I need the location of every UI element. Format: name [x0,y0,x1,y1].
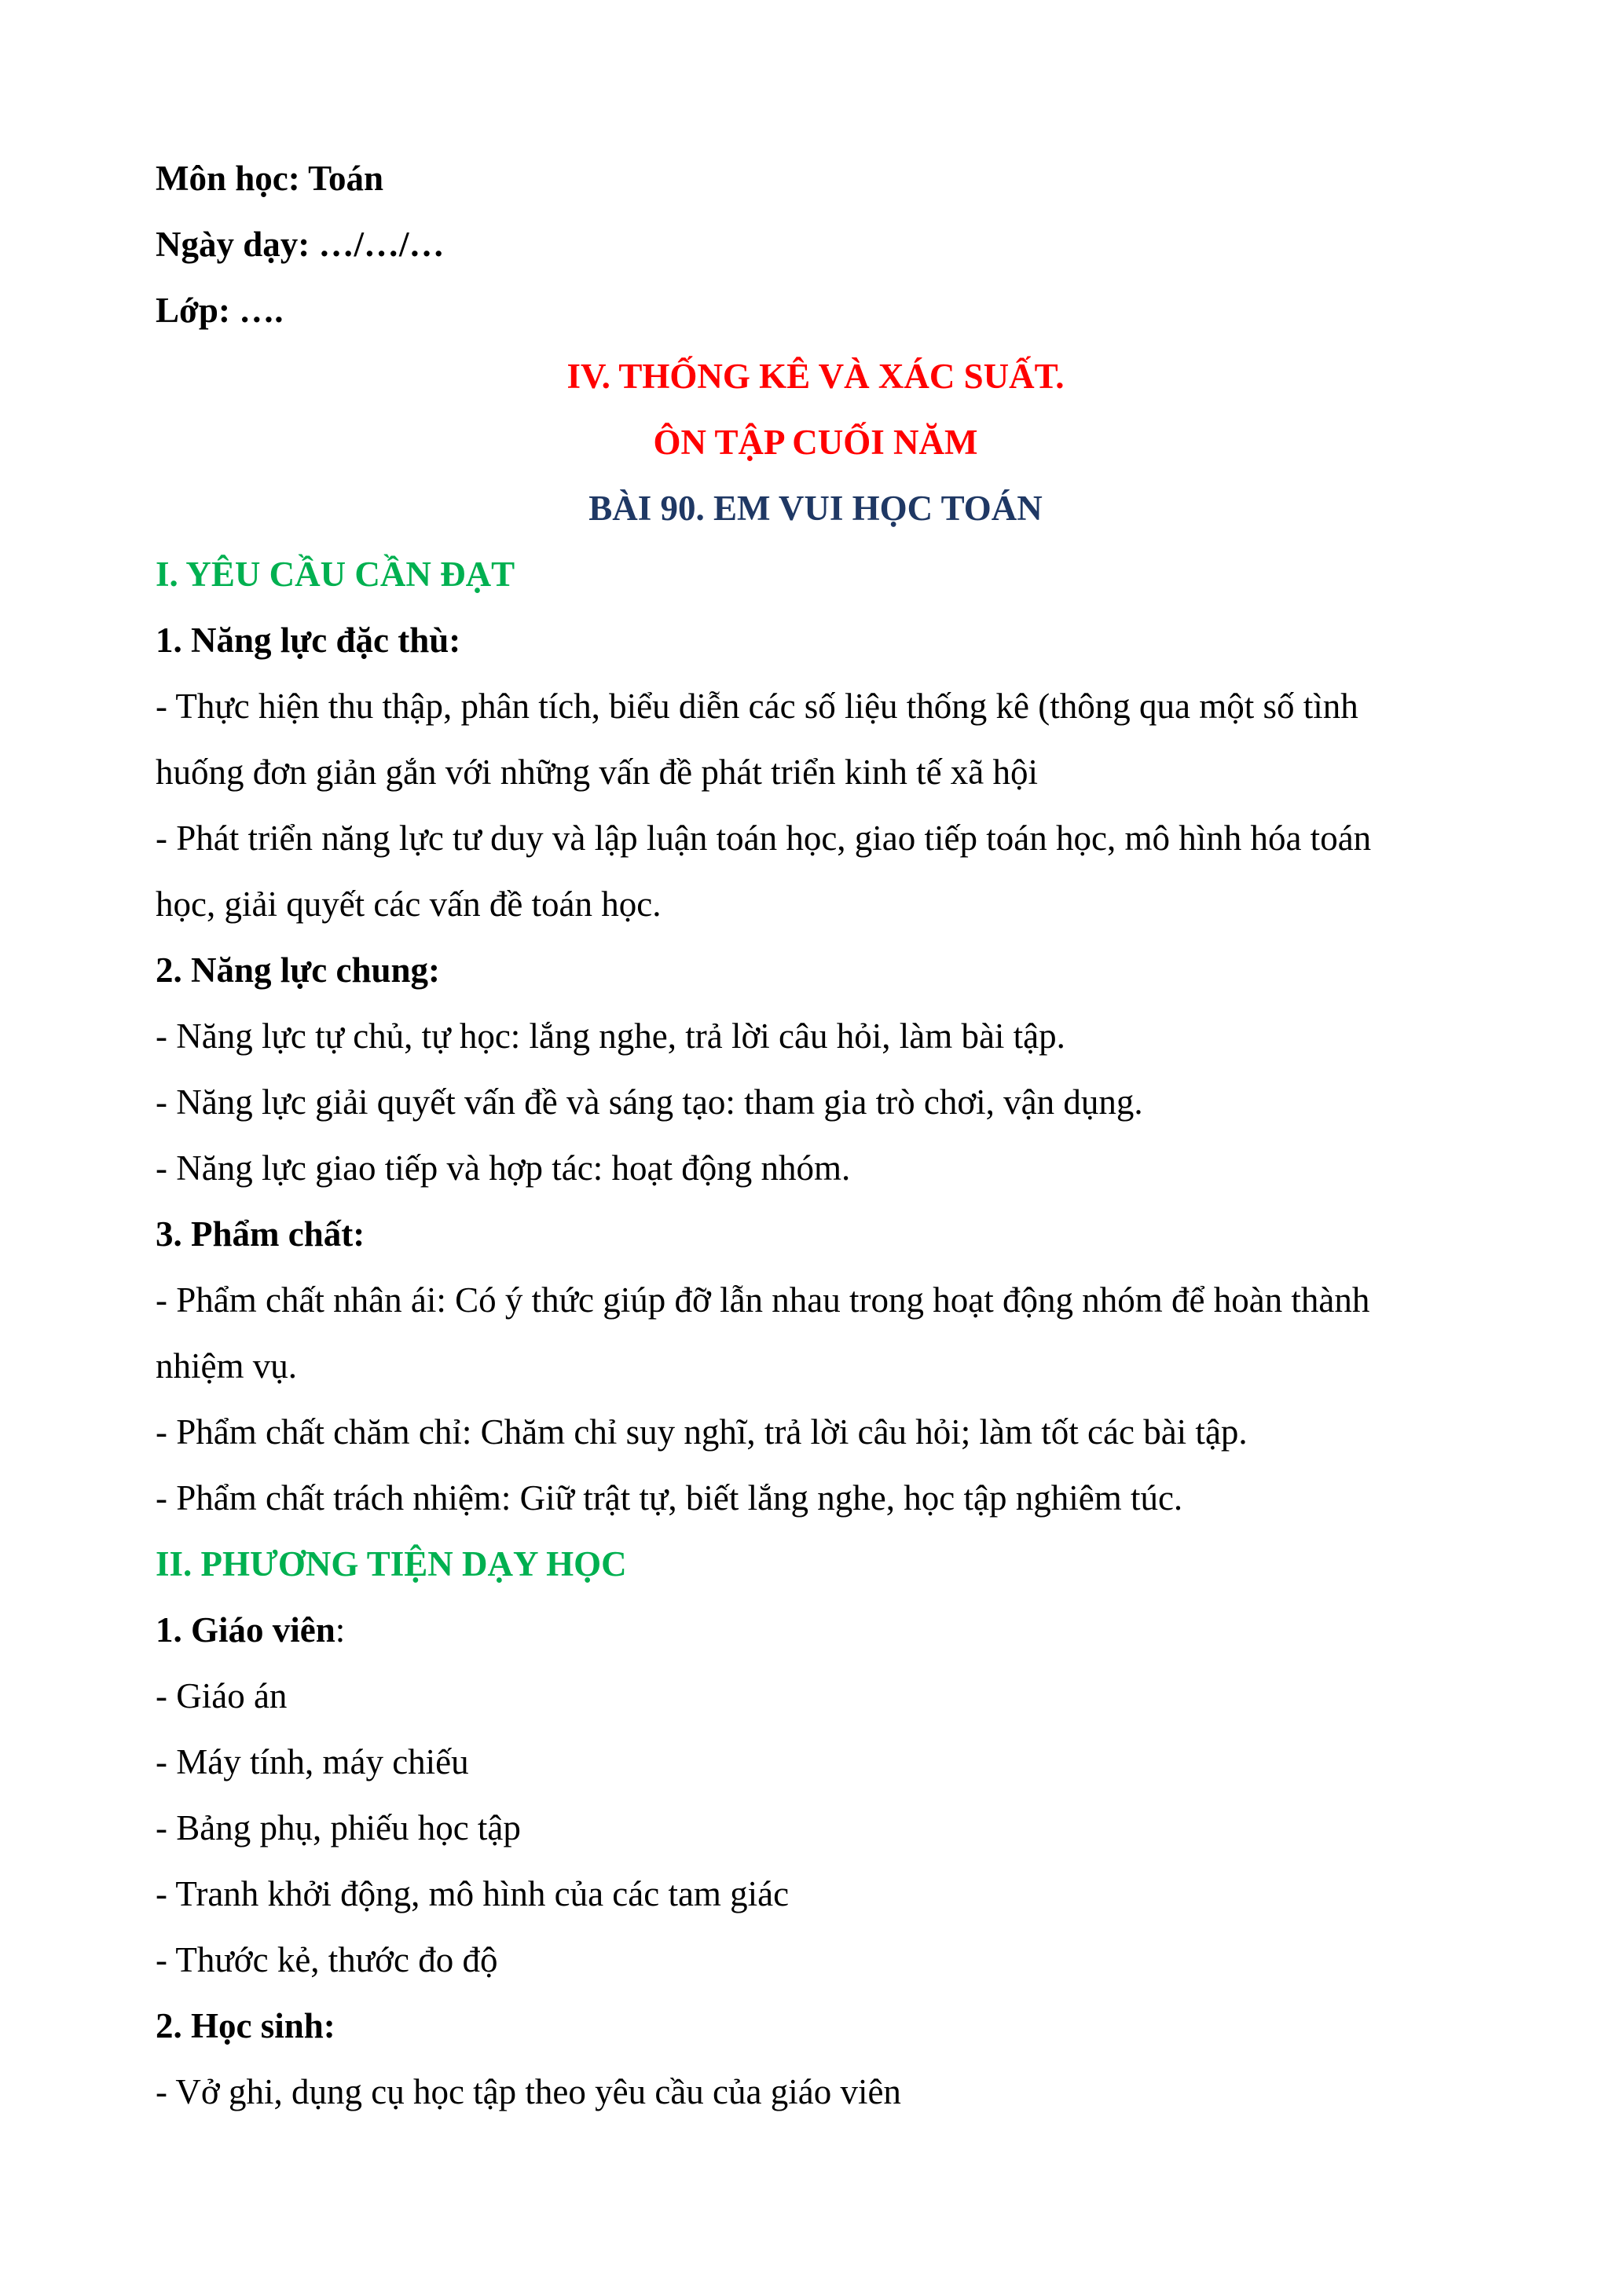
list-item: - Máy tính, máy chiếu [156,1742,469,1782]
subheading-student: 2. Học sinh: [156,2006,335,2045]
text-line: - Năng lực tự chủ, tự học: lắng nghe, trả lời câu hỏi, làm bài tập. [156,1016,1065,1056]
teacher-heading-colon: : [335,1610,346,1650]
subject-label: Môn học: Toán [156,159,384,198]
text-line: - Phẩm chất nhân ái: Có ý thức giúp đỡ lẫn nhau trong hoạt động nhóm để hoàn thành [156,1280,1370,1320]
subheading-general-competence: 2. Năng lực chung: [156,950,441,990]
list-item: - Vở ghi, dụng cụ học tập theo yêu cầu của giáo viên [156,2072,901,2111]
class-label: Lớp: …. [156,291,284,330]
chapter-title: IV. THỐNG KÊ VÀ XÁC SUẤT. [566,357,1065,396]
subheading-qualities: 3. Phẩm chất: [156,1214,365,1254]
list-item: - Giáo án [156,1676,288,1716]
teacher-heading-text: 1. Giáo viên [156,1610,335,1650]
text-line: - Thực hiện thu thập, phân tích, biểu diễn các số liệu thống kê (thông qua một số tình [156,687,1358,726]
text-line: - Năng lực giao tiếp và hợp tác: hoạt động nhóm. [156,1148,851,1188]
lesson-title: BÀI 90. EM VUI HỌC TOÁN [588,489,1043,528]
text-line: nhiệm vụ. [156,1346,297,1386]
review-title: ÔN TẬP CUỐI NĂM [653,423,978,462]
list-item: - Tranh khởi động, mô hình của các tam giác [156,1874,790,1913]
text-line: - Phẩm chất trách nhiệm: Giữ trật tự, biết lắng nghe, học tập nghiêm túc. [156,1478,1183,1518]
text-line: - Phẩm chất chăm chỉ: Chăm chỉ suy nghĩ, trả lời câu hỏi; làm tốt các bài tập. [156,1412,1248,1452]
text-line: huống đơn giản gắn với những vấn đề phát triển kinh tế xã hội [156,753,1039,792]
date-label: Ngày dạy: …/…/… [156,225,445,264]
subheading-teacher [156,1597,1476,1663]
section-heading-teaching-materials: II. PHƯƠNG TIỆN DẠY HỌC [156,1544,627,1584]
subheading-specific-competence: 1. Năng lực đặc thù: [156,621,461,660]
document-page [156,145,1476,2125]
text-line: - Phát triển năng lực tư duy và lập luận toán học, giao tiếp toán học, mô hình hóa toán [156,818,1372,858]
text-line: học, giải quyết các vấn đề toán học. [156,884,662,924]
list-item: - Bảng phụ, phiếu học tập [156,1808,521,1847]
section-heading-requirements: I. YÊU CẦU CẦN ĐẠT [156,555,515,594]
list-item: - Thước kẻ, thước đo độ [156,1940,498,1979]
text-line: - Năng lực giải quyết vấn đề và sáng tạo: tham gia trò chơi, vận dụng. [156,1082,1143,1122]
